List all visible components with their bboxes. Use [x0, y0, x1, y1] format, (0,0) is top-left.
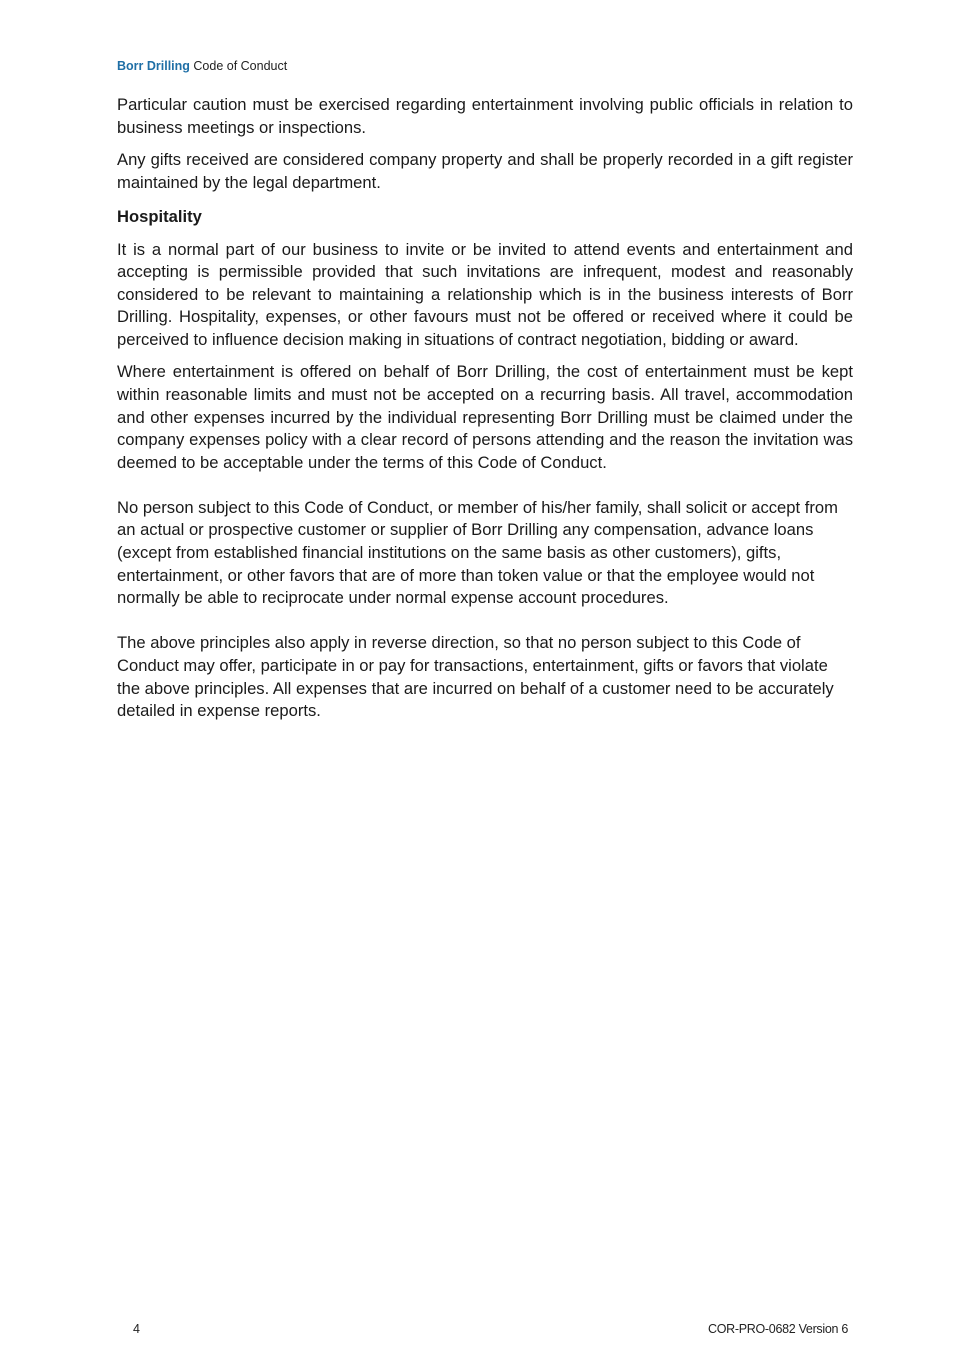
brand-name: Borr Drilling: [117, 59, 190, 73]
paragraph-public-officials: Particular caution must be exercised regarding entertainment involving public officials in relation to business meetings or inspections.: [117, 95, 853, 137]
paragraph-reverse-direction: The above principles also apply in reverse direction, so that no person subject to this Code of Conduct may offer, participate in or pay for transactions, entertainment, gifts or favors that violate the above principles. All expenses that are incurred on behalf of a customer need to be accurately detailed in expense reports.: [117, 633, 834, 721]
paragraph-solicitation: No person subject to this Code of Conduct, or member of his/her family, shall solicit or accept from an actual or prospective customer or supplier of Borr Drilling any compensation, advance loans (except from established financial institutions on the same basis as other customers), gifts, entertainment, or other favors that are of more than token value or that the employee would not normally be able to reciprocate under normal expense account procedures.: [117, 497, 838, 608]
document-reference: COR-PRO-0682 Version 6: [708, 1322, 848, 1336]
page-number: 4: [133, 1322, 140, 1336]
paragraph-hospitality-intro: It is a normal part of our business to invite or be invited to attend events and entertainment and accepting is permissible provided that such invitations are infrequent, modest and reasonably considered to be relevant to maintaining a relationship which is in the business interests of Borr Drilling. Hospitality, expenses, or other favours must not be offered or received where it could be perceived to influence decision making in situations of contract negotiation, bidding or award.: [117, 239, 853, 349]
document-title: Code of Conduct: [193, 59, 288, 73]
section-heading-hospitality: Hospitality: [117, 207, 202, 227]
document-body: [117, 94, 853, 733]
page-header: [117, 58, 287, 74]
paragraph-entertainment-costs: Where entertainment is offered on behalf of Borr Drilling, the cost of entertainment must be kept within reasonable limits and must not be accepted on a recurring basis. All travel, accommodation and other expenses incurred by the individual representing Borr Drilling must be claimed under the company expenses policy with a clear record of persons attending and the reason the invitation was deemed to be acceptable under the terms of this Code of Conduct.: [117, 362, 853, 472]
paragraph-gift-register: Any gifts received are considered company property and shall be properly recorded in a gift register maintained by the legal department.: [117, 149, 853, 192]
